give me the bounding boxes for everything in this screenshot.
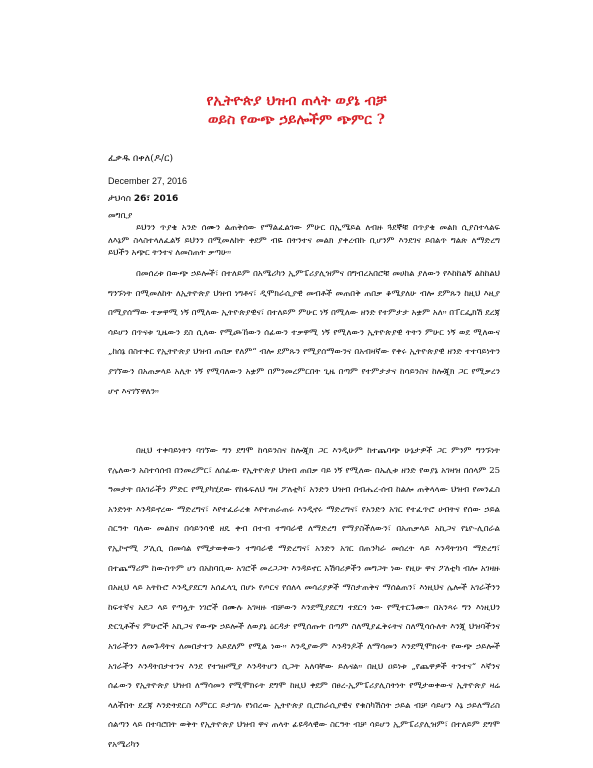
paragraph-2: በመሰረቱ በውጭ ኃይሎች፣ በተለይም በአሜሪካን ኢምፔሪያሊዝምና በግብረአበሮቹ መሀከል ያለውን የእከከልኝ ልከከልህ ግንኙነት በሚመለከት ለኢትዮጵያ ህዝብ ነግቶና፣ ዲሞክራሲያዊ መብቶች መጠበቅ ጠበቃ ቆሜያለሁ ብሎ ደምጹን ከዚህ እዚያ በሚያሰማው ተቃዋሚ ነኝ በሚለው ኢትዮጵያዊና፣ በተለይም ምሁር ነኝ በሚለው ዘንድ የተምታታ አቋም አለ። በፐርፌክሽ ደረጃ ሳይሆን በጥናቱ ጊዜውን ደስ ሲለው የሚጮኸውን ሰፊውን ተቃዋሚ ነኝ የሚለውን ኢትዮጵያዊ ትትን ምሁር ነኝ ወደ ሚለውና „ከሰኔ በስተቀር የኢትዮጵያ ህዝብ ጠበቃ የለም“ ብሎ ደምጹን የሚያሰማውንና በአብዛኛው የቀሩ ኢትዮጵያዊ ዘንድ ተተባይነትን ያገኘውን በአጠቃላይ አሊት ነኝ የሚባለውን አቋም በምንመረምርበት ጊዜ በጣም የተምታታና ከሳይንስና ከሎጂክ ጋር የሚቃረን ሆኖ እናገኘዋለን። xyxy=(108,269,500,397)
paragraph-1: ይህንን ጥያቄ አንድ ሰሙን ልጠቅሰው የማልፈልገው ምሁር በኢሜይል ለብዙ ጓደኞቹ በጥያቄ መልክ ሲያስተላልፍ ለእኔም ስላስተላለፈልኝ ይህንን በሚመለከት ቀደም ብዬ በትንተና መልክ ያቀረብኩ ቢሆንም እንደገና ይበልጥ ግልጽ ለማድረግ ይህችን አጭር ትንተና ለመስጠት ቃጣሁ። xyxy=(108,223,500,259)
intro-heading: መግቢያ xyxy=(108,211,133,221)
publication-date: December 27, 2016 xyxy=(108,176,188,186)
ethiopian-date-month: ታህሳስ xyxy=(108,194,132,204)
author-name: ፈቃዱ በቀለ(ዶ/ር) xyxy=(108,153,174,164)
ethiopian-date xyxy=(108,193,178,206)
document-title-line-1: የኢትዮጵያ ህዝብ ጠላት ወያኔ ብቻ xyxy=(206,93,387,109)
document-title-line-2: ወይስ የውጭ ኃይሎችም ጭምር ? xyxy=(208,112,385,128)
paragraph-2-block xyxy=(108,265,500,402)
paragraph-3-block xyxy=(108,442,500,756)
paragraph-1-block xyxy=(108,222,500,260)
ethiopian-date-number: 26፣ 2016 xyxy=(133,194,179,204)
paragraph-3: በዚህ ተቀባይነትን ባገኘው ግን ደግሞ ከሳይንስና ከሎጂክ ጋር እንዲሁም ከተጨባጭ ሁኔታዎች ጋር ምንም ግንኙነት የሌለውን አስተሳሰብ በንመረምር፣ ለሰፊው የኢትዮጵያ ህዝብ ጠበቃ ባይ ነኝ የሚለው በኤሊቱ ዘንድ የወያኔ አገዛዝ በሰላም 25 ዓመታት በአገራችን ምድር የሚያካሂደው የከፋፍለህ ግዛ ፖለቲካ፣ አንድን ህዝብ በብሔረ-ሰብ ከልሎ ጠቅላላው ህዝብ የመንፈስ አንድነት እንዳይኖረው ማድረግና፣ እየተፈራረቁ እየተጠራጠሩ እንዲኖሩ ማድረግና፣ የአንድን አገር የተፈጥሮ ሀብትና የሰው ኃይል ስርዓት ባለው መልክና በሳይንሳዊ ዘዴ ቀብ በተብ ተግባራዊ ለማድረግ የማያስችለውን፣ በአጠቃላይ አኪጋና የኒዮ-ሊበራል የኢኮኖሚ ፖሊሲ በመሳል የሚታወቀውን ተግባራዊ ማድረግና፣ አንድን አገር በጠንካራ መሰረት ላይ እንዳትገነባ ማድረግ፣ በተጨማሪም ከውስጥም ሆነ በአከባቢው አገሮች መረጋጋት እንዳይኖር አሽባሪዎችን መግጋት ነው የዚሁ ዋና ፖለቲካ ብሎ አገዛዙ በአዚህ ላይ አትኩሮ እንዲያደርግ አሰፈላጊ በሆኑ የጦርና የሰለላ መሳሪያዎች ማስታጠቅና ማሰልጠን፣ እነዚህና ሌሎች አገራችንን ከፍተኛና አደጋ ላይ የጣሏት ነገሮች በሙሉ አገዛዙ ብቻውን እንደሚያደርግ ተደርጎ ነው የሚተርጉሙ። በአንጻሩ ግን እነዚህን ድርጊቶችና ምሁሮች አኪጋና የውጭ ኃይሎች ለወያኔ ዕርዳታ የሚሰጡት በጣም ስለሚያፈቅሩትና ስለሚሳሱለት እንጂ ህዝባችንና አገራችንን ለመጉዳትና ለመበታተን አይደለም የሚል ነው። እንዲያውም እንዳንዶች ለማሳመን እንደሚሞክሩት የውጭ ኃይሎች አገራችን እንዳትበታተንና እንደ የተዝዞሚያ እንዳትሆን ሲጋት አለባቸው ይሉናል። በዚህ ዐይነቱ „የጨዋዎች ትንተና“ እኛንና ሰፊውን የኢትዮጵያ ህዝብ ለማሳመን የሚሞክሩት ደግሞ ከዚህ ቀደም በፀረ-ኢምፔሪያሊስትነት የሚታወቀውና ኢትዮጵያ ዛሬ ላለችበት ደረጃ እንድትደርስ እምርር ይታገሉ የነበረው ኢትዮጵያ ቢሮክራሲያዊና የቁስካሽስት ኃይል ብቻ ሳይሆን እኔ ኃይለማሪስ ሰልጣን ላይ በተባሮበት ወቅት የኢትዮጵያ ህዝብ ዋና ጠላት ፊዩዳላዊው ስርዓት ብቻ ሳይሆን ኢምፔሪያሊዝም፣ በተለይም ደግሞ የአሜሪካን xyxy=(108,446,500,750)
